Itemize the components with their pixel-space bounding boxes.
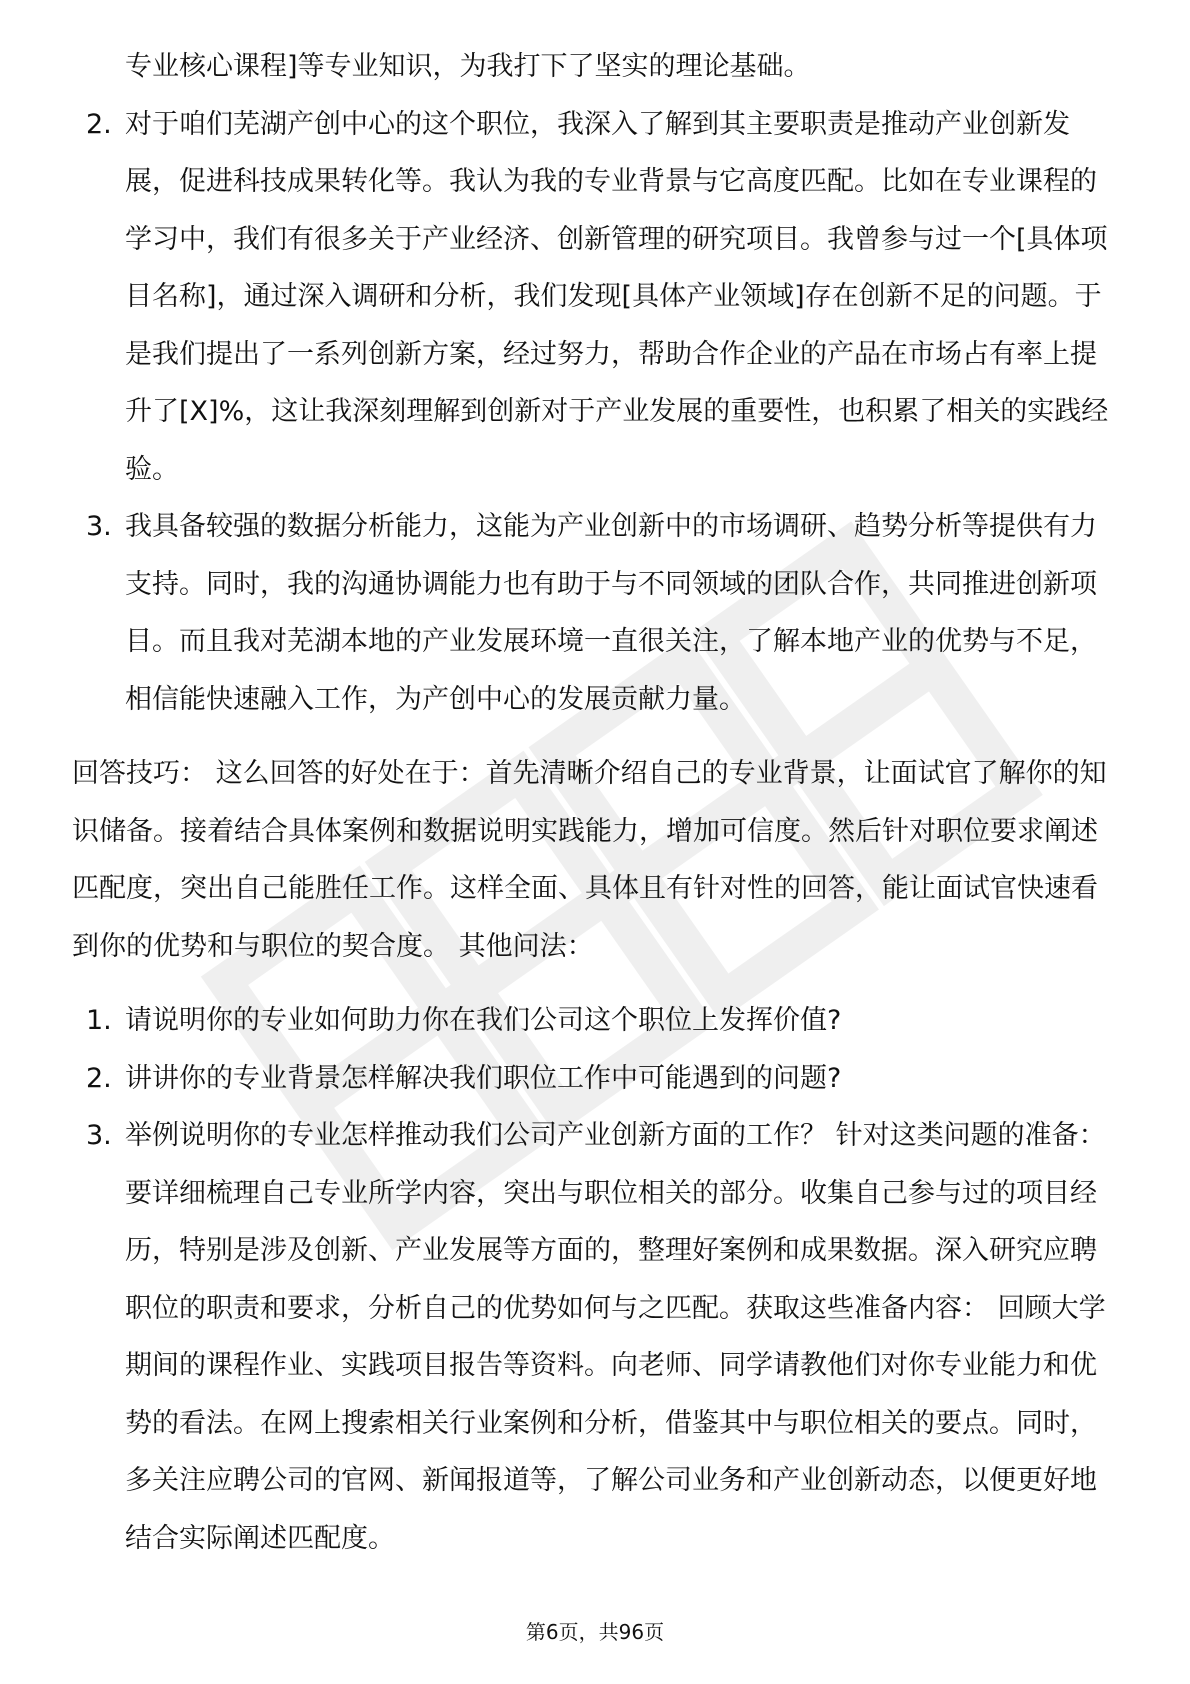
list-item xyxy=(72,96,1118,499)
list-item-text: 举例说明你的专业怎样推动我们公司产业创新方面的工作？ 针对这类问题的准备： 要详细梳理自己专业所学内容，突出与职位相关的部分。收集自己参与过的项目经历，特别是涉及创新、产业发展等方面的，整理好案例和成果数据。深入研究应聘职位的职责和要求，分析自己的优势如何与之匹配。获取这些准备内容： 回顾大学期间的课程作业、实践项目报告等资料。向老师、同学请教他们对你专业能力和优势的看法。在网上搜索相关行业案例和分析，借鉴其中与职位相关的要点。同时，多关注应聘公司的官网、新闻报道等，了解公司业务和产业创新动态，以便更好地结合实际阐述匹配度。 xyxy=(125,1120,1106,1554)
list-item-number: 2. xyxy=(86,1062,112,1094)
page-number-footer: 第6页，共96页 xyxy=(525,1620,665,1644)
list-item xyxy=(72,992,1118,1050)
list-item-number: 3. xyxy=(86,511,112,542)
list-item xyxy=(72,1107,1118,1567)
list-item-text: 请说明你的专业如何助力你在我们公司这个职位上发挥价值? xyxy=(125,1005,842,1036)
list-item-number: 1. xyxy=(86,1005,112,1036)
document-body xyxy=(72,38,1118,1567)
continuation-text: 专业核心课程]等专业知识，为我打下了坚实的理论基础。 xyxy=(125,51,811,82)
list-item-number: 2. xyxy=(86,108,112,140)
list-item-text: 讲讲你的专业背景怎样解决我们职位工作中可能遇到的问题? xyxy=(125,1062,842,1094)
list-item-text: 我具备较强的数据分析能力，这能为产业创新中的市场调研、趋势分析等提供有力支持。同时，我的沟通协调能力也有助于与不同领域的团队合作，共同推进创新项目。而且我对芜湖本地的产业发展环境一直很关注，了解本地产业的优势与不足，相信能快速融入工作，为产创中心的发展贡献力量。 xyxy=(125,511,1097,715)
answer-list xyxy=(72,96,1118,729)
list-item xyxy=(72,1050,1118,1108)
other-questions-list xyxy=(72,992,1118,1567)
list-item xyxy=(72,498,1118,728)
list-item-number: 3. xyxy=(86,1120,112,1151)
list-item-text: 对于咱们芜湖产创中心的这个职位，我深入了解到其主要职责是推动产业创新发展，促进科技成果转化等。我认为我的专业背景与它高度匹配。比如在专业课程的学习中，我们有很多关于产业经济、创新管理的研究项目。我曾参与过一个[具体项目名称]，通过深入调研和分析，我们发现[具体产业领域]存在创新不足的问题。于是我们提出了一系列创新方案，经过努力，帮助合作企业的产品在市场占有率上提升了[X]%，这让我深刻理解到创新对于产业发展的重要性，也积累了相关的实践经验。 xyxy=(125,108,1109,485)
tips-paragraph: 回答技巧： 这么回答的好处在于：首先清晰介绍自己的专业背景，让面试官了解你的知识储备。接着结合具体案例和数据说明实践能力，增加可信度。然后针对职位要求阐述匹配度，突出自己能胜任工作。这样全面、具体且有针对性的回答，能让面试官快速看到你的优势和与职位的契合度。 其他问法： xyxy=(72,758,1107,962)
